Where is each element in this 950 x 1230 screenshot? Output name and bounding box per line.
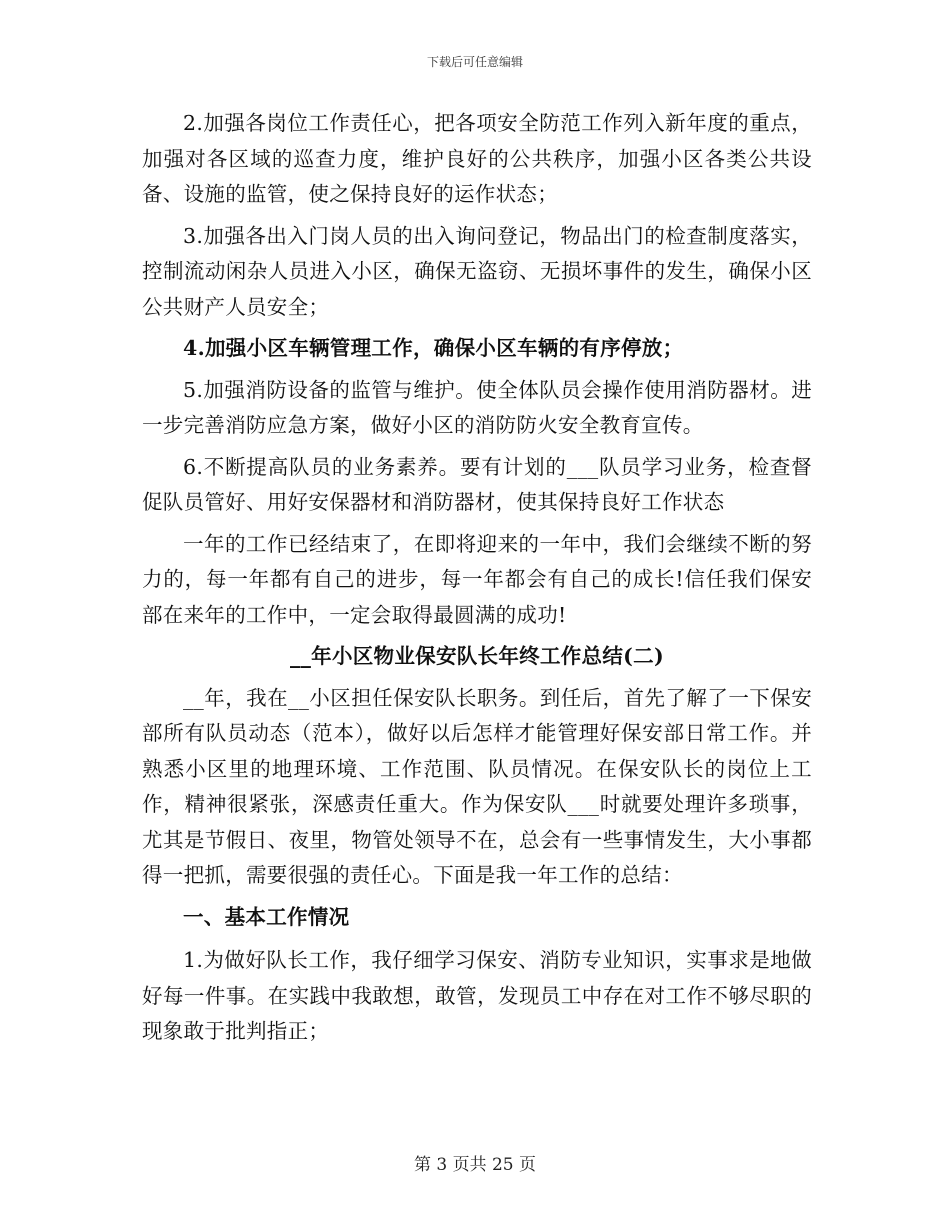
header-note: 下载后可任意编辑 (426, 55, 523, 69)
paragraph-item-3: 3.加强各出入门岗人员的出入询问登记，物品出门的检查制度落实，控制流动闲杂人员进入小区，确保无盗窃、无损坏事件的发生，确保小区公共财产人员安全； (142, 223, 812, 319)
section-heading: 一、基本工作情况 (183, 904, 350, 929)
paragraph-item-5: 5.加强消防设备的监管与维护。使全体队员会操作使用消防器材。进一步完善消防应急方案，做好小区的消防防火安全教育宣传。 (142, 377, 812, 437)
document-body (142, 106, 812, 1056)
closing-paragraph: 一年的工作已经结束了，在即将迎来的一年中，我们会继续不断的努力的，每一年都有自己的进步，每一年都会有自己的成长!信任我们保安部在来年的工作中，一定会取得最圆满的成功! (142, 531, 812, 627)
intro-paragraph: __年，我在__小区担任保安队长职务。到任后，首先了解了一下保安部所有队员动态（范本），做好以后怎样才能管理好保安部日常工作。并熟悉小区里的地理环境、工作范围、队员情况。在保安队长的岗位上工作，精神很紧张，深感责任重大。作为保安队___时就要处理许多琐事，尤其是节假日、夜里，物管处领导不在，总会有一些事情发生，大小事都得一把抓，需要很强的责任心。下面是我一年工作的总结： (142, 685, 812, 887)
page-indicator: 第 3 页共 25 页 (413, 1155, 537, 1175)
section-title: __年小区物业保安队长年终工作总结(二) (290, 644, 664, 668)
paragraph-item-6: 6.不断提高队员的业务素养。要有计划的___队员学习业务，检查督促队员管好、用好安保器材和消防器材，使其保持良好工作状态 (142, 454, 812, 514)
paragraph-item-4-bold: 4.加强小区车辆管理工作，确保小区车辆的有序停放； (183, 336, 684, 360)
paragraph-item-2: 2.加强各岗位工作责任心，把各项安全防范工作列入新年度的重点，加强对各区域的巡查力度，维护良好的公共秩序，加强小区各类公共设备、设施的监管，使之保持良好的运作状态； (142, 111, 812, 206)
paragraph-item-1: 1.为做好队长工作，我仔细学习保安、消防专业知识，实事求是地做好每一件事。在实践中我敢想，敢管，发现员工中存在对工作不够尽职的现象敢于批判指正； (142, 948, 812, 1043)
